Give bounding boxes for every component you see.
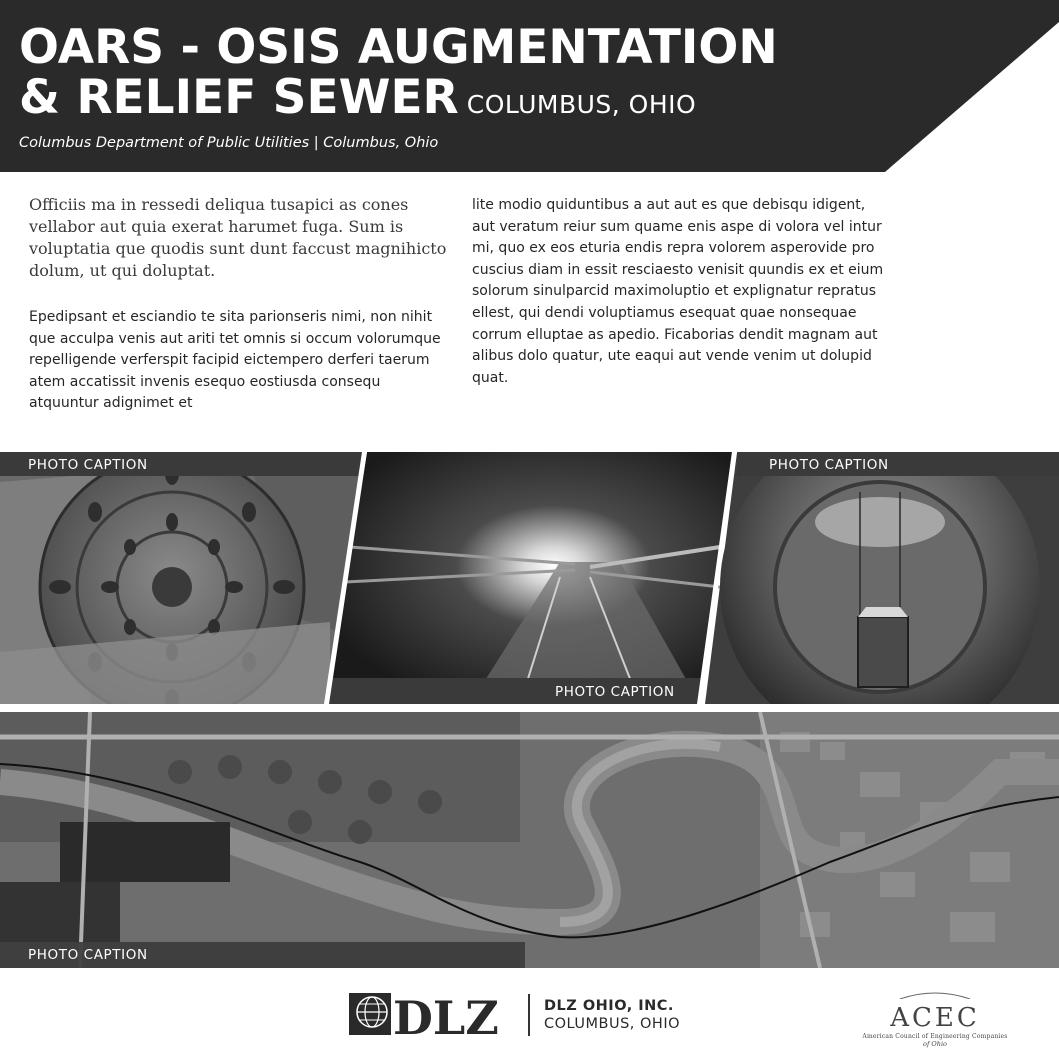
title-line2-text: & RELIEF SEWER bbox=[19, 70, 459, 125]
photo-boring-machine bbox=[0, 452, 362, 704]
acec-arc-icon bbox=[860, 991, 1010, 999]
photo-tunnel bbox=[326, 452, 732, 704]
acec-state: of Ohio bbox=[923, 1040, 947, 1048]
dlz-logo-text: DLZ bbox=[393, 991, 499, 1038]
acec-mark: ACEC bbox=[890, 1003, 980, 1033]
body-paragraph-col1: Epedipsant et esciandio te sita parionseris nimi, non nihit que acculpa venis aut ariti tet omnis si occum volorumque repelligende verferspit facipid eictempero derferi taerum atem accatissit invenis esequo eostiusda consequ atquuntur adignimet et bbox=[29, 309, 441, 412]
firm-city: COLUMBUS, OHIO bbox=[544, 1016, 681, 1032]
photo-shaft bbox=[705, 452, 1059, 704]
page-title-line1: OARS - OSIS AUGMENTATION bbox=[19, 20, 778, 75]
map-caption: PHOTO CAPTION bbox=[28, 947, 148, 963]
photo-caption-2: PHOTO CAPTION bbox=[555, 684, 675, 700]
footer-divider bbox=[528, 994, 530, 1036]
acec-logo bbox=[860, 984, 1010, 1048]
dlz-logo-box bbox=[349, 993, 391, 1035]
project-location: COLUMBUS, OHIO bbox=[466, 90, 697, 119]
firm-name: DLZ OHIO, INC. bbox=[544, 998, 674, 1014]
client-subtitle: Columbus Department of Public Utilities | Columbus, Ohio bbox=[19, 135, 439, 151]
photo-caption-1: PHOTO CAPTION bbox=[28, 457, 148, 473]
body-paragraph-col2: lite modio quiduntibus a aut aut es que debisqu idigent, aut veratum reiur sum quame enis aspe di volora vel intur mi, quo ex eos eturia endis repra volorem asperovide pro cuscius diam in essit resciaesto venisit quundis ex et eium solorum sinulparcid maximoluptio et explignatur repratus ellest, qui dendi voluptiamus esequat quae nonsequae corrum elluptae as apedio. Ficaborias dendit magnam aut alibus dolo quatur, ute eaqui aut vende venim ut dolupid quat. bbox=[472, 197, 884, 386]
page-title-line2 bbox=[19, 72, 696, 131]
photo-caption-3: PHOTO CAPTION bbox=[769, 457, 889, 473]
header-band bbox=[0, 0, 1059, 172]
aerial-map bbox=[0, 712, 1059, 968]
dlz-logo bbox=[349, 990, 514, 1038]
lead-paragraph: Officiis ma in ressedi deliqua tusapici as cones vellabor aut quia exerat harumet fuga. Sum is voluptatia que quodis sunt dunt faccust magnihicto dolum, ut qui doluptat. bbox=[29, 195, 447, 280]
photo-strip bbox=[0, 452, 1059, 704]
acec-full-name: American Council of Engineering Companies bbox=[862, 1033, 1008, 1040]
